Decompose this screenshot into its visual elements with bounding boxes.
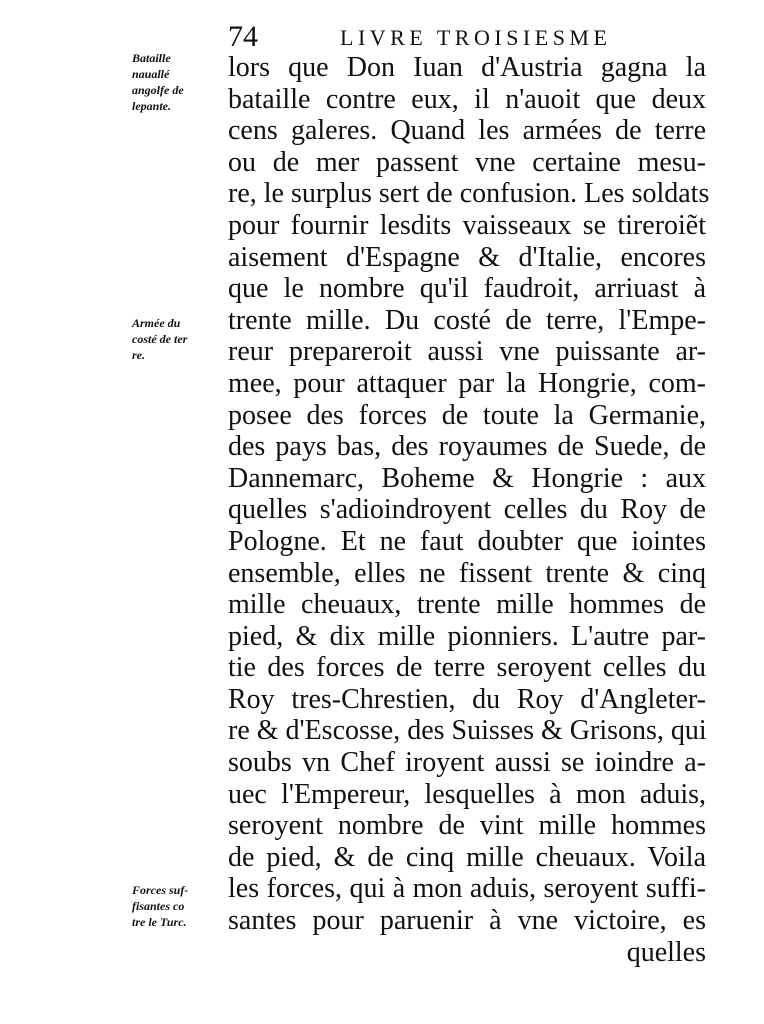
note-line: nauallé <box>132 67 170 81</box>
note-line: Forces suf- <box>132 883 189 897</box>
text-line: de pied, & de cinq mille cheuaux. Voila <box>228 841 706 873</box>
text-line: bataille contre eux, il n'auoit que deux <box>228 83 706 115</box>
catchword: quelles <box>626 936 706 968</box>
text-line: soubs vn Chef iroyent aussi se ioindre a- <box>228 747 706 779</box>
text-line: que le nombre qu'il faudroit, arriuast à <box>228 273 706 305</box>
note-line: Bataille <box>132 51 171 65</box>
marginal-note-lepante <box>132 50 184 114</box>
text-line: ou de mer passent vne certaine mesu- <box>228 146 706 178</box>
note-line: angolfe de <box>132 83 184 97</box>
text-line: pied, & dix mille pionniers. L'autre par- <box>228 620 706 652</box>
text-line: les forces, qui à mon aduis, seroyent suffi- <box>228 873 706 905</box>
text-line: Dannemarc, Boheme & Hongrie : aux <box>228 462 706 494</box>
page-header <box>222 20 702 54</box>
text-line: quelles s'adioindroyent celles du Roy de <box>228 494 706 526</box>
text-line: posee des forces de toute la Germanie, <box>228 399 706 431</box>
text-line: re & d'Escosse, des Suisses & Grisons, qui <box>228 715 707 747</box>
text-line: seroyent nombre de vint mille hommes <box>228 810 706 842</box>
note-line: Armée du <box>132 316 181 330</box>
text-line: cens galeres. Quand les armées de terre <box>228 115 706 147</box>
text-line: lors que Don Iuan d'Austria gagna la <box>228 52 706 83</box>
text-line: trente mille. Du costé de terre, l'Empe- <box>228 304 706 336</box>
note-line: fisantes co <box>132 899 185 913</box>
note-line: lepante. <box>132 99 171 113</box>
text-line: Pologne. Et ne faut doubter que iointes <box>228 525 706 557</box>
page-number: 74 <box>228 20 258 53</box>
note-line: re. <box>132 348 145 362</box>
text-line: reur prepareroit aussi vne puissante ar- <box>228 336 706 368</box>
text-line: tie des forces de terre seroyent celles du <box>228 652 706 684</box>
text-line: aisement d'Espagne & d'Italie, encores <box>228 241 706 273</box>
marginal-note-forces <box>132 882 188 930</box>
running-title: LIVRE TROISIESME <box>340 25 612 50</box>
text-line: santes pour paruenir à vne victoire, es <box>228 905 706 937</box>
body-text <box>228 52 710 968</box>
text-line: Roy tres-Chrestien, du Roy d'Angleter- <box>228 683 706 715</box>
text-line: ensemble, elles ne fissent trente & cinq <box>228 557 706 589</box>
note-line: tre le Turc. <box>132 915 187 929</box>
note-line: costé de ter <box>132 332 188 346</box>
text-line: pour fournir lesdits vaisseaux se tireroiẽt <box>228 209 706 241</box>
text-line: mille cheuaux, trente mille hommes de <box>228 589 706 621</box>
text-line: mee, pour attaquer par la Hongrie, com- <box>228 367 706 399</box>
text-line: des pays bas, des royaumes de Suede, de <box>228 431 706 463</box>
marginal-note-armee <box>132 315 187 363</box>
text-line: re, le surplus sert de confusion. Les soldats <box>228 178 710 210</box>
text-line: uec l'Empereur, lesquelles à mon aduis, <box>228 778 706 810</box>
